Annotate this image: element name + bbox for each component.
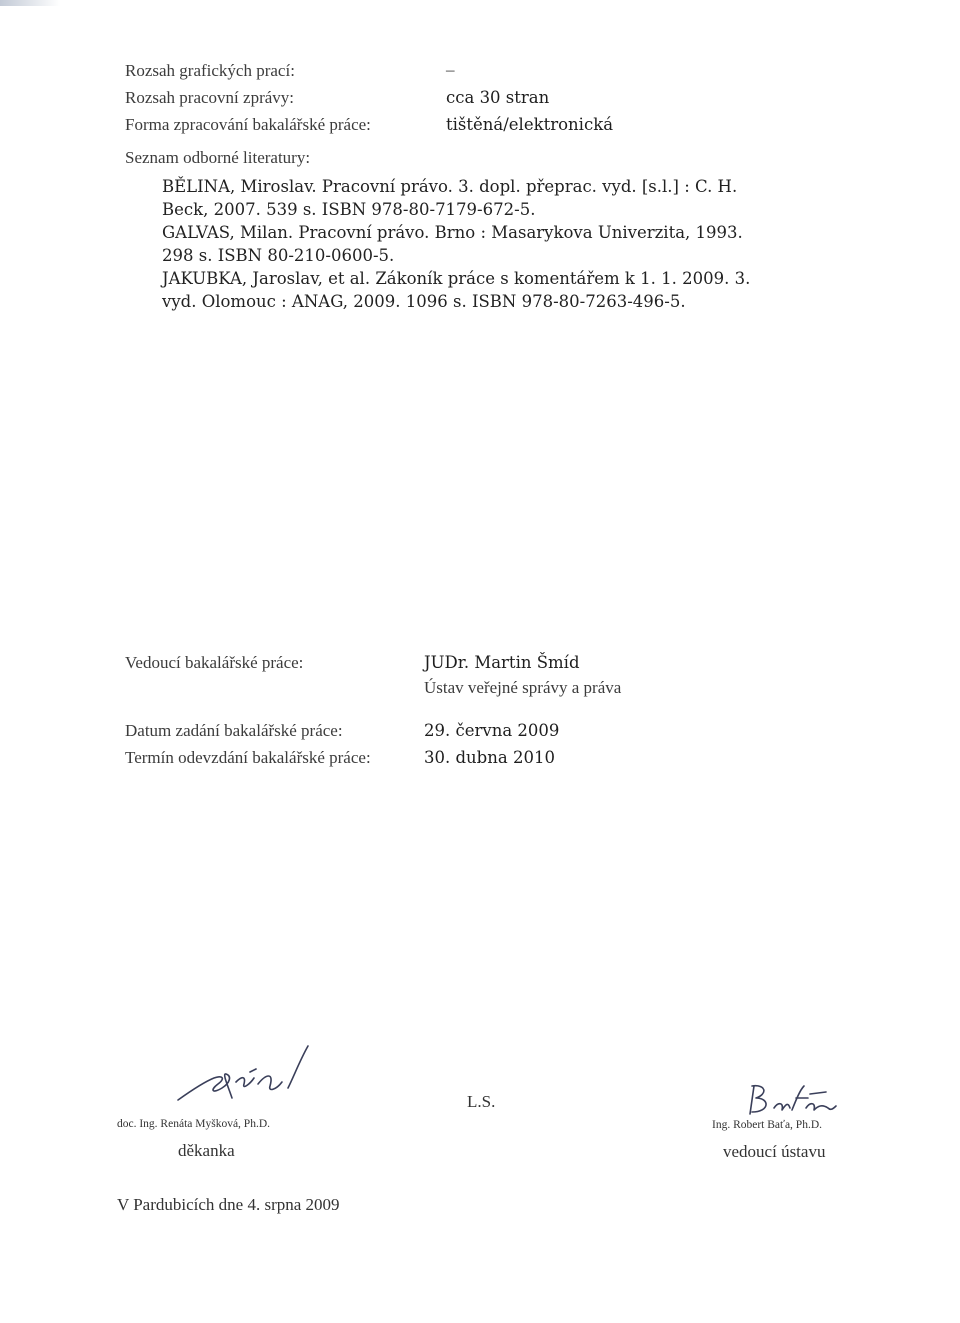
dean-role: děkanka (178, 1141, 235, 1160)
supervisor-label: Vedoucí bakalářské práce: (125, 653, 304, 672)
assigned-date-label: Datum zadání bakalářské práce: (125, 721, 343, 740)
reference-2-line-1: GALVAS, Milan. Pracovní právo. Brno : Masarykova Univerzita, 1993. (162, 223, 743, 242)
scan-artifact (0, 0, 60, 6)
dean-signature-icon (170, 1042, 320, 1112)
supervisor-department: Ústav veřejné správy a práva (424, 678, 622, 697)
head-role: vedoucí ústavu (723, 1142, 826, 1161)
report-scope-label: Rozsah pracovní zprávy: (125, 88, 294, 107)
literature-label: Seznam odborné literatury: (125, 148, 311, 167)
due-date-label: Termín odevzdání bakalářské práce: (125, 748, 371, 767)
place-and-date: V Pardubicích dne 4. srpna 2009 (117, 1195, 340, 1214)
graphics-scope-label: Rozsah grafických prací: (125, 61, 295, 80)
head-name: Ing. Robert Baťa, Ph.D. (712, 1119, 822, 1131)
dean-name: doc. Ing. Renáta Myšková, Ph.D. (117, 1118, 270, 1130)
graphics-scope-value: – (446, 60, 455, 79)
assigned-date-value: 29. června 2009 (424, 721, 560, 740)
reference-3-line-1: JAKUBKA, Jaroslav, et al. Zákoník práce s komentářem k 1. 1. 2009. 3. (162, 269, 751, 288)
head-signature-icon (744, 1080, 844, 1124)
reference-1-line-1: BĚLINA, Miroslav. Pracovní právo. 3. dopl. přeprac. vyd. [s.l.] : C. H. (162, 177, 738, 196)
reference-1-line-2: Beck, 2007. 539 s. ISBN 978-80-7179-672-5. (162, 200, 536, 219)
thesis-form-value: tištěná/elektronická (446, 115, 614, 134)
literature-list (162, 175, 750, 313)
due-date-value: 30. dubna 2010 (424, 748, 555, 767)
report-scope-value: cca 30 stran (446, 88, 550, 107)
reference-3-line-2: vyd. Olomouc : ANAG, 2009. 1096 s. ISBN 978-80-7263-496-5. (162, 292, 686, 311)
reference-2-line-2: 298 s. ISBN 80-210-0600-5. (162, 246, 395, 265)
seal-placeholder: L.S. (467, 1092, 496, 1111)
supervisor-name: JUDr. Martin Šmíd (424, 653, 580, 672)
thesis-form-label: Forma zpracování bakalářské práce: (125, 115, 371, 134)
